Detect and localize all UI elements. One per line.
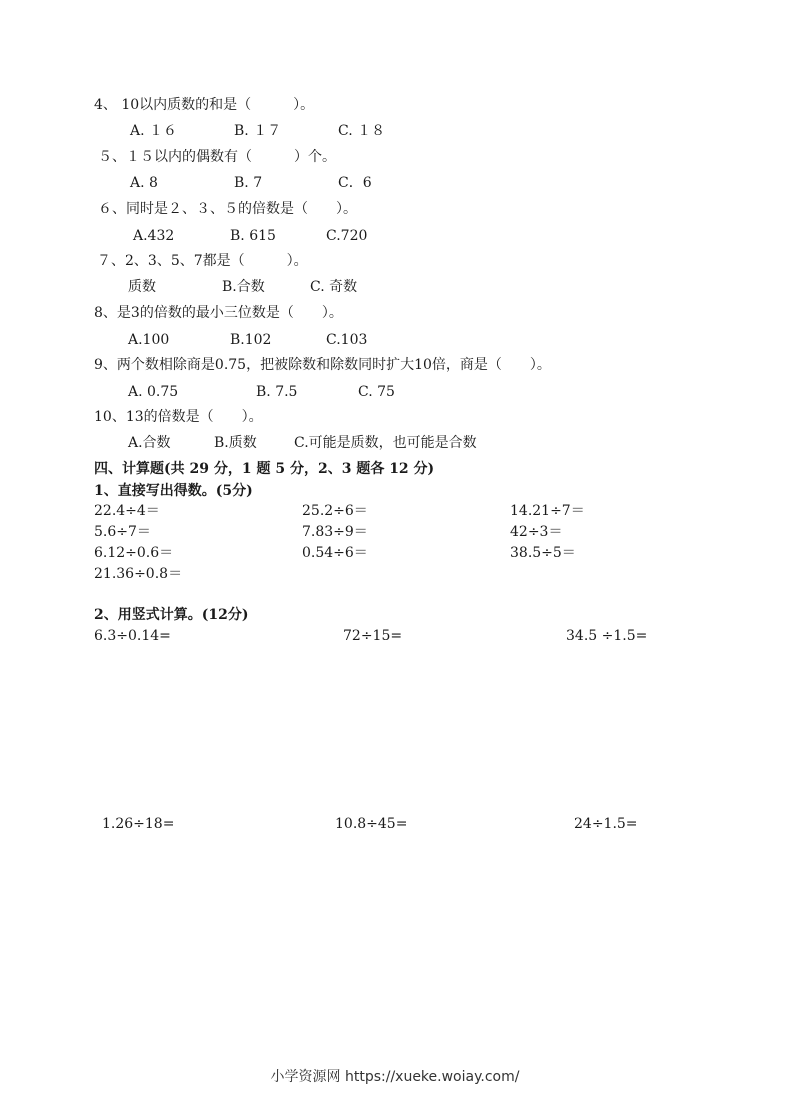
question-7-stem: ７、2、3、5、7都是（ ）。: [97, 253, 308, 269]
question-8-option-c: C.103: [326, 332, 368, 348]
section-4-title: 四、计算题(共 29 分，1 题 5 分，2、3 题各 12 分): [94, 461, 435, 477]
question-7-option-c: C. 奇数: [310, 279, 358, 295]
calc-item: 22.4÷4＝: [94, 503, 160, 519]
question-4-stem: 4、 10以内质数的和是（ ）。: [94, 97, 315, 113]
question-7-option-b: B.合数: [222, 279, 265, 295]
calc-item: 38.5÷5＝: [510, 545, 576, 561]
vertical-calc-item: 10.8÷45=: [335, 816, 408, 832]
question-6-stem: ６、同时是２、３、５的倍数是（ ）。: [98, 201, 357, 217]
vertical-calc-item: 34.5 ÷1.5=: [566, 628, 648, 644]
question-5-stem: ５、１５以内的偶数有（ ）个。: [98, 149, 336, 165]
question-9-option-a: A. 0.75: [128, 384, 179, 400]
question-10-stem: 10、13的倍数是（ ）。: [94, 409, 263, 425]
question-5-option-c: C．6: [338, 175, 372, 191]
question-6-option-c: C.720: [326, 228, 368, 244]
calc-item: 6.12÷0.6＝: [94, 545, 174, 561]
calc-item: 42÷3＝: [510, 524, 563, 540]
question-7-option-a: 质数: [128, 279, 156, 295]
vertical-calc-item: 24÷1.5=: [574, 816, 638, 832]
question-8-option-b: B.102: [230, 332, 272, 348]
vertical-calc-item: 6.3÷0.14=: [94, 628, 171, 644]
calc-item: 25.2÷6＝: [302, 503, 368, 519]
question-8-option-a: A.100: [128, 332, 170, 348]
question-9-option-b: B. 7.5: [256, 384, 298, 400]
question-4-option-a: A. １６: [130, 123, 178, 139]
question-4-option-c: C. １８: [338, 123, 386, 139]
question-4-option-b: B. １７: [234, 123, 282, 139]
question-6-option-b: B. 615: [230, 228, 276, 244]
calc-item: 7.83÷9＝: [302, 524, 368, 540]
question-10-option-a: A.合数: [128, 435, 171, 451]
question-6-option-a: A.432: [133, 228, 175, 244]
calc-item: 14.21÷7＝: [510, 503, 585, 519]
calc-item: 5.6÷7＝: [94, 524, 151, 540]
calc-item: 21.36÷0.8＝: [94, 566, 183, 582]
question-10-option-b: B.质数: [214, 435, 257, 451]
question-9-option-c: C. 75: [358, 384, 395, 400]
vertical-calc-item: 72÷15=: [343, 628, 403, 644]
question-5-option-a: A. 8: [130, 175, 158, 191]
vertical-calc-item: 1.26÷18=: [102, 816, 175, 832]
question-10-option-c: C.可能是质数，也可能是合数: [294, 435, 477, 451]
calc-item: 0.54÷6＝: [302, 545, 368, 561]
footer-source: 小学资源网 https://xueke.woiay.com/: [270, 1069, 520, 1085]
question-8-stem: 8、是3的倍数的最小三位数是（ ）。: [94, 305, 343, 321]
part-2-title: 2、用竖式计算。(12分): [94, 607, 249, 623]
question-9-stem: 9、两个数相除商是0.75，把被除数和除数同时扩大10倍，商是（ ）。: [94, 357, 551, 373]
question-5-option-b: B. 7: [234, 175, 263, 191]
part-1-title: 1、直接写出得数。(5分): [94, 483, 253, 499]
